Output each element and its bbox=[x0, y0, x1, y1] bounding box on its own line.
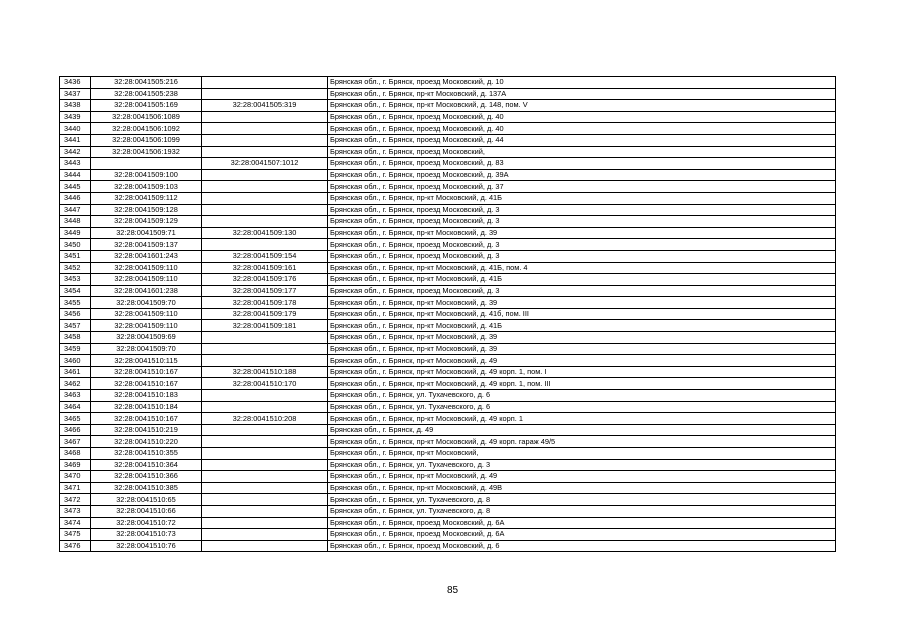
cadastral-number-cell: 32:28:0041509:112 bbox=[91, 192, 202, 204]
table-row bbox=[60, 88, 836, 100]
table-row bbox=[60, 123, 836, 135]
cadastral-number-cell: 32:28:0041601:243 bbox=[91, 250, 202, 262]
related-cadastral-number-cell: 32:28:0041509:154 bbox=[202, 250, 328, 262]
cadastral-number-cell: 32:28:0041510:220 bbox=[91, 436, 202, 448]
table-row bbox=[60, 158, 836, 170]
address-cell: Брянская обл., г. Брянск, ул. Тухачевского, д. 8 bbox=[328, 494, 836, 506]
row-number-cell: 3467 bbox=[60, 436, 91, 448]
row-number-cell: 3439 bbox=[60, 111, 91, 123]
row-number-cell: 3457 bbox=[60, 320, 91, 332]
table-row bbox=[60, 227, 836, 239]
row-number-cell: 3448 bbox=[60, 216, 91, 228]
address-cell: Брянская обл., г. Брянск, проезд Московский, д. 83 bbox=[328, 158, 836, 170]
related-cadastral-number-cell bbox=[202, 204, 328, 216]
cadastral-number-cell: 32:28:0041510:76 bbox=[91, 540, 202, 552]
table-row bbox=[60, 424, 836, 436]
row-number-cell: 3460 bbox=[60, 355, 91, 367]
address-cell: Брянская обл., г. Брянск, проезд Московский, д. 3 bbox=[328, 239, 836, 251]
related-cadastral-number-cell bbox=[202, 482, 328, 494]
address-cell: Брянская обл., г. Брянск, пр-кт Московский, д. 39 bbox=[328, 343, 836, 355]
address-cell: Брянская обл., г. Брянск, проезд Московский, д. 10 bbox=[328, 77, 836, 89]
row-number-cell: 3437 bbox=[60, 88, 91, 100]
row-number-cell: 3474 bbox=[60, 517, 91, 529]
address-cell: Брянская обл., г. Брянск, проезд Московский, д. 40 bbox=[328, 123, 836, 135]
row-number-cell: 3466 bbox=[60, 424, 91, 436]
row-number-cell: 3468 bbox=[60, 448, 91, 460]
row-number-cell: 3438 bbox=[60, 100, 91, 112]
row-number-cell: 3456 bbox=[60, 308, 91, 320]
table-row bbox=[60, 343, 836, 355]
address-cell: Брянская обл., г. Брянск, пр-кт Московский, д. 39 bbox=[328, 332, 836, 344]
row-number-cell: 3453 bbox=[60, 274, 91, 286]
related-cadastral-number-cell bbox=[202, 181, 328, 193]
address-cell: Брянская обл., г. Брянск, проезд Московский, д. 3 bbox=[328, 285, 836, 297]
table-row bbox=[60, 390, 836, 402]
cadastral-number-cell: 32:28:0041506:1092 bbox=[91, 123, 202, 135]
cadastral-number-cell: 32:28:0041509:110 bbox=[91, 262, 202, 274]
related-cadastral-number-cell: 32:28:0041509:178 bbox=[202, 297, 328, 309]
related-cadastral-number-cell bbox=[202, 401, 328, 413]
table-row bbox=[60, 459, 836, 471]
table-row bbox=[60, 285, 836, 297]
row-number-cell: 3476 bbox=[60, 540, 91, 552]
row-number-cell: 3475 bbox=[60, 529, 91, 541]
cadastral-number-cell: 32:28:0041510:167 bbox=[91, 378, 202, 390]
table-row bbox=[60, 332, 836, 344]
address-cell: Брянская обл., г. Брянск, пр-кт Московский, bbox=[328, 448, 836, 460]
table-row bbox=[60, 401, 836, 413]
address-cell: Брянская обл., г. Брянск, пр-кт Московский, д. 39 bbox=[328, 297, 836, 309]
row-number-cell: 3447 bbox=[60, 204, 91, 216]
address-cell: Брянская обл., г. Брянск, пр-кт Московский, д. 49 корп. гараж 49/5 bbox=[328, 436, 836, 448]
address-cell: Брянская обл., г. Брянск, проезд Московский, д. 6 bbox=[328, 540, 836, 552]
table-row bbox=[60, 181, 836, 193]
table-row bbox=[60, 274, 836, 286]
cadastral-number-cell: 32:28:0041509:110 bbox=[91, 308, 202, 320]
related-cadastral-number-cell bbox=[202, 77, 328, 89]
related-cadastral-number-cell bbox=[202, 424, 328, 436]
address-cell: Брянская обл., г. Брянск, пр-кт Московский, д. 41Б bbox=[328, 192, 836, 204]
row-number-cell: 3451 bbox=[60, 250, 91, 262]
related-cadastral-number-cell bbox=[202, 517, 328, 529]
related-cadastral-number-cell: 32:28:0041509:161 bbox=[202, 262, 328, 274]
address-cell: Брянская обл., г. Брянск, д. 49 bbox=[328, 424, 836, 436]
related-cadastral-number-cell bbox=[202, 436, 328, 448]
row-number-cell: 3463 bbox=[60, 390, 91, 402]
table-row bbox=[60, 505, 836, 517]
cadastral-number-cell: 32:28:0041509:69 bbox=[91, 332, 202, 344]
table-row bbox=[60, 250, 836, 262]
row-number-cell: 3441 bbox=[60, 134, 91, 146]
address-cell: Брянская обл., г. Брянск, ул. Тухачевского, д. 8 bbox=[328, 505, 836, 517]
related-cadastral-number-cell bbox=[202, 123, 328, 135]
row-number-cell: 3471 bbox=[60, 482, 91, 494]
table-row bbox=[60, 308, 836, 320]
row-number-cell: 3458 bbox=[60, 332, 91, 344]
related-cadastral-number-cell bbox=[202, 146, 328, 158]
cadastral-number-cell: 32:28:0041510:364 bbox=[91, 459, 202, 471]
table-row bbox=[60, 77, 836, 89]
related-cadastral-number-cell: 32:28:0041509:179 bbox=[202, 308, 328, 320]
table-row bbox=[60, 100, 836, 112]
table-row bbox=[60, 111, 836, 123]
cadastral-number-cell: 32:28:0041510:167 bbox=[91, 413, 202, 425]
table-row bbox=[60, 204, 836, 216]
related-cadastral-number-cell bbox=[202, 169, 328, 181]
related-cadastral-number-cell bbox=[202, 343, 328, 355]
table-row bbox=[60, 239, 836, 251]
table-row bbox=[60, 320, 836, 332]
cadastral-table bbox=[59, 76, 836, 552]
cadastral-number-cell: 32:28:0041509:71 bbox=[91, 227, 202, 239]
address-cell: Брянская обл., г. Брянск, пр-кт Московский, д. 49 bbox=[328, 471, 836, 483]
address-cell: Брянская обл., г. Брянск, проезд Московский, bbox=[328, 146, 836, 158]
related-cadastral-number-cell bbox=[202, 494, 328, 506]
related-cadastral-number-cell: 32:28:0041510:208 bbox=[202, 413, 328, 425]
related-cadastral-number-cell: 32:28:0041509:176 bbox=[202, 274, 328, 286]
related-cadastral-number-cell bbox=[202, 332, 328, 344]
address-cell: Брянская обл., г. Брянск, пр-кт Московский, д. 49 корп. 1, пом. III bbox=[328, 378, 836, 390]
row-number-cell: 3464 bbox=[60, 401, 91, 413]
related-cadastral-number-cell bbox=[202, 471, 328, 483]
row-number-cell: 3459 bbox=[60, 343, 91, 355]
address-cell: Брянская обл., г. Брянск, проезд Московский, д. 39А bbox=[328, 169, 836, 181]
table-row bbox=[60, 378, 836, 390]
row-number-cell: 3444 bbox=[60, 169, 91, 181]
related-cadastral-number-cell bbox=[202, 88, 328, 100]
table-row bbox=[60, 146, 836, 158]
related-cadastral-number-cell bbox=[202, 355, 328, 367]
address-cell: Брянская обл., г. Брянск, пр-кт Московский, д. 49 bbox=[328, 355, 836, 367]
row-number-cell: 3461 bbox=[60, 366, 91, 378]
row-number-cell: 3452 bbox=[60, 262, 91, 274]
row-number-cell: 3449 bbox=[60, 227, 91, 239]
row-number-cell: 3472 bbox=[60, 494, 91, 506]
row-number-cell: 3450 bbox=[60, 239, 91, 251]
row-number-cell: 3469 bbox=[60, 459, 91, 471]
cadastral-number-cell: 32:28:0041506:1932 bbox=[91, 146, 202, 158]
related-cadastral-number-cell bbox=[202, 111, 328, 123]
cadastral-number-cell: 32:28:0041506:1089 bbox=[91, 111, 202, 123]
cadastral-number-cell: 32:28:0041510:72 bbox=[91, 517, 202, 529]
related-cadastral-number-cell: 32:28:0041509:177 bbox=[202, 285, 328, 297]
cadastral-number-cell bbox=[91, 158, 202, 170]
cadastral-number-cell: 32:28:0041509:70 bbox=[91, 297, 202, 309]
cadastral-number-cell: 32:28:0041509:137 bbox=[91, 239, 202, 251]
table-row bbox=[60, 413, 836, 425]
related-cadastral-number-cell: 32:28:0041507:1012 bbox=[202, 158, 328, 170]
address-cell: Брянская обл., г. Брянск, пр-кт Московский, д. 41Б, пом. 4 bbox=[328, 262, 836, 274]
address-cell: Брянская обл., г. Брянск, ул. Тухачевского, д. 3 bbox=[328, 459, 836, 471]
table-row bbox=[60, 448, 836, 460]
row-number-cell: 3454 bbox=[60, 285, 91, 297]
table-body bbox=[60, 77, 836, 552]
cadastral-number-cell: 32:28:0041510:115 bbox=[91, 355, 202, 367]
table-row bbox=[60, 169, 836, 181]
cadastral-number-cell: 32:28:0041510:219 bbox=[91, 424, 202, 436]
related-cadastral-number-cell: 32:28:0041510:170 bbox=[202, 378, 328, 390]
address-cell: Брянская обл., г. Брянск, проезд Московский, д. 3 bbox=[328, 216, 836, 228]
cadastral-number-cell: 32:28:0041510:66 bbox=[91, 505, 202, 517]
cadastral-number-cell: 32:28:0041506:1099 bbox=[91, 134, 202, 146]
address-cell: Брянская обл., г. Брянск, ул. Тухачевского, д. 6 bbox=[328, 401, 836, 413]
address-cell: Брянская обл., г. Брянск, пр-кт Московский, д. 49В bbox=[328, 482, 836, 494]
related-cadastral-number-cell bbox=[202, 529, 328, 541]
address-cell: Брянская обл., г. Брянск, проезд Московский, д. 6А bbox=[328, 517, 836, 529]
row-number-cell: 3445 bbox=[60, 181, 91, 193]
cadastral-number-cell: 32:28:0041505:169 bbox=[91, 100, 202, 112]
related-cadastral-number-cell: 32:28:0041505:319 bbox=[202, 100, 328, 112]
cadastral-number-cell: 32:28:0041510:355 bbox=[91, 448, 202, 460]
cadastral-number-cell: 32:28:0041510:65 bbox=[91, 494, 202, 506]
table-row bbox=[60, 192, 836, 204]
address-cell: Брянская обл., г. Брянск, проезд Московский, д. 40 bbox=[328, 111, 836, 123]
address-cell: Брянская обл., г. Брянск, проезд Московский, д. 3 bbox=[328, 250, 836, 262]
related-cadastral-number-cell bbox=[202, 448, 328, 460]
cadastral-number-cell: 32:28:0041601:238 bbox=[91, 285, 202, 297]
table-row bbox=[60, 494, 836, 506]
address-cell: Брянская обл., г. Брянск, пр-кт Московский, д. 148, пом. V bbox=[328, 100, 836, 112]
table-row bbox=[60, 355, 836, 367]
cadastral-number-cell: 32:28:0041505:238 bbox=[91, 88, 202, 100]
table-row bbox=[60, 540, 836, 552]
table-row bbox=[60, 482, 836, 494]
address-cell: Брянская обл., г. Брянск, проезд Московский, д. 6А bbox=[328, 529, 836, 541]
related-cadastral-number-cell: 32:28:0041509:181 bbox=[202, 320, 328, 332]
cadastral-number-cell: 32:28:0041510:73 bbox=[91, 529, 202, 541]
row-number-cell: 3436 bbox=[60, 77, 91, 89]
page-number: 85 bbox=[446, 585, 459, 596]
cadastral-number-cell: 32:28:0041510:366 bbox=[91, 471, 202, 483]
related-cadastral-number-cell bbox=[202, 505, 328, 517]
table-row bbox=[60, 216, 836, 228]
cadastral-number-cell: 32:28:0041509:110 bbox=[91, 320, 202, 332]
cadastral-number-cell: 32:28:0041510:167 bbox=[91, 366, 202, 378]
related-cadastral-number-cell bbox=[202, 459, 328, 471]
address-cell: Брянская обл., г. Брянск, проезд Московский, д. 44 bbox=[328, 134, 836, 146]
cadastral-number-cell: 32:28:0041510:184 bbox=[91, 401, 202, 413]
address-cell: Брянская обл., г. Брянск, пр-кт Московский, д. 41Б bbox=[328, 320, 836, 332]
related-cadastral-number-cell bbox=[202, 390, 328, 402]
related-cadastral-number-cell bbox=[202, 134, 328, 146]
row-number-cell: 3473 bbox=[60, 505, 91, 517]
cadastral-number-cell: 32:28:0041509:103 bbox=[91, 181, 202, 193]
cadastral-number-cell: 32:28:0041510:183 bbox=[91, 390, 202, 402]
table-row bbox=[60, 366, 836, 378]
related-cadastral-number-cell bbox=[202, 216, 328, 228]
cadastral-number-cell: 32:28:0041509:110 bbox=[91, 274, 202, 286]
address-cell: Брянская обл., г. Брянск, проезд Московский, д. 3 bbox=[328, 204, 836, 216]
address-cell: Брянская обл., г. Брянск, пр-кт Московский, д. 39 bbox=[328, 227, 836, 239]
cadastral-number-cell: 32:28:0041509:128 bbox=[91, 204, 202, 216]
table-row bbox=[60, 297, 836, 309]
address-cell: Брянская обл., г. Брянск, пр-кт Московский, д. 49 корп. 1, пом. I bbox=[328, 366, 836, 378]
related-cadastral-number-cell bbox=[202, 540, 328, 552]
table-row bbox=[60, 471, 836, 483]
table-row bbox=[60, 134, 836, 146]
cadastral-number-cell: 32:28:0041509:100 bbox=[91, 169, 202, 181]
table-row bbox=[60, 436, 836, 448]
related-cadastral-number-cell bbox=[202, 239, 328, 251]
table-row bbox=[60, 517, 836, 529]
table-row bbox=[60, 262, 836, 274]
table-row bbox=[60, 529, 836, 541]
row-number-cell: 3440 bbox=[60, 123, 91, 135]
row-number-cell: 3443 bbox=[60, 158, 91, 170]
related-cadastral-number-cell: 32:28:0041510:188 bbox=[202, 366, 328, 378]
row-number-cell: 3465 bbox=[60, 413, 91, 425]
address-cell: Брянская обл., г. Брянск, проезд Московский, д. 37 bbox=[328, 181, 836, 193]
row-number-cell: 3455 bbox=[60, 297, 91, 309]
cadastral-number-cell: 32:28:0041510:385 bbox=[91, 482, 202, 494]
related-cadastral-number-cell: 32:28:0041509:130 bbox=[202, 227, 328, 239]
address-cell: Брянская обл., г. Брянск, пр-кт Московский, д. 41б, пом. III bbox=[328, 308, 836, 320]
address-cell: Брянская обл., г. Брянск, пр-кт Московский, д. 49 корп. 1 bbox=[328, 413, 836, 425]
address-cell: Брянская обл., г. Брянск, ул. Тухачевского, д. 6 bbox=[328, 390, 836, 402]
row-number-cell: 3442 bbox=[60, 146, 91, 158]
cadastral-number-cell: 32:28:0041509:129 bbox=[91, 216, 202, 228]
cadastral-number-cell: 32:28:0041509:70 bbox=[91, 343, 202, 355]
address-cell: Брянская обл., г. Брянск, пр-кт Московский, д. 41Б bbox=[328, 274, 836, 286]
cadastral-number-cell: 32:28:0041505:216 bbox=[91, 77, 202, 89]
address-cell: Брянская обл., г. Брянск, пр-кт Московский, д. 137А bbox=[328, 88, 836, 100]
row-number-cell: 3462 bbox=[60, 378, 91, 390]
row-number-cell: 3446 bbox=[60, 192, 91, 204]
row-number-cell: 3470 bbox=[60, 471, 91, 483]
related-cadastral-number-cell bbox=[202, 192, 328, 204]
